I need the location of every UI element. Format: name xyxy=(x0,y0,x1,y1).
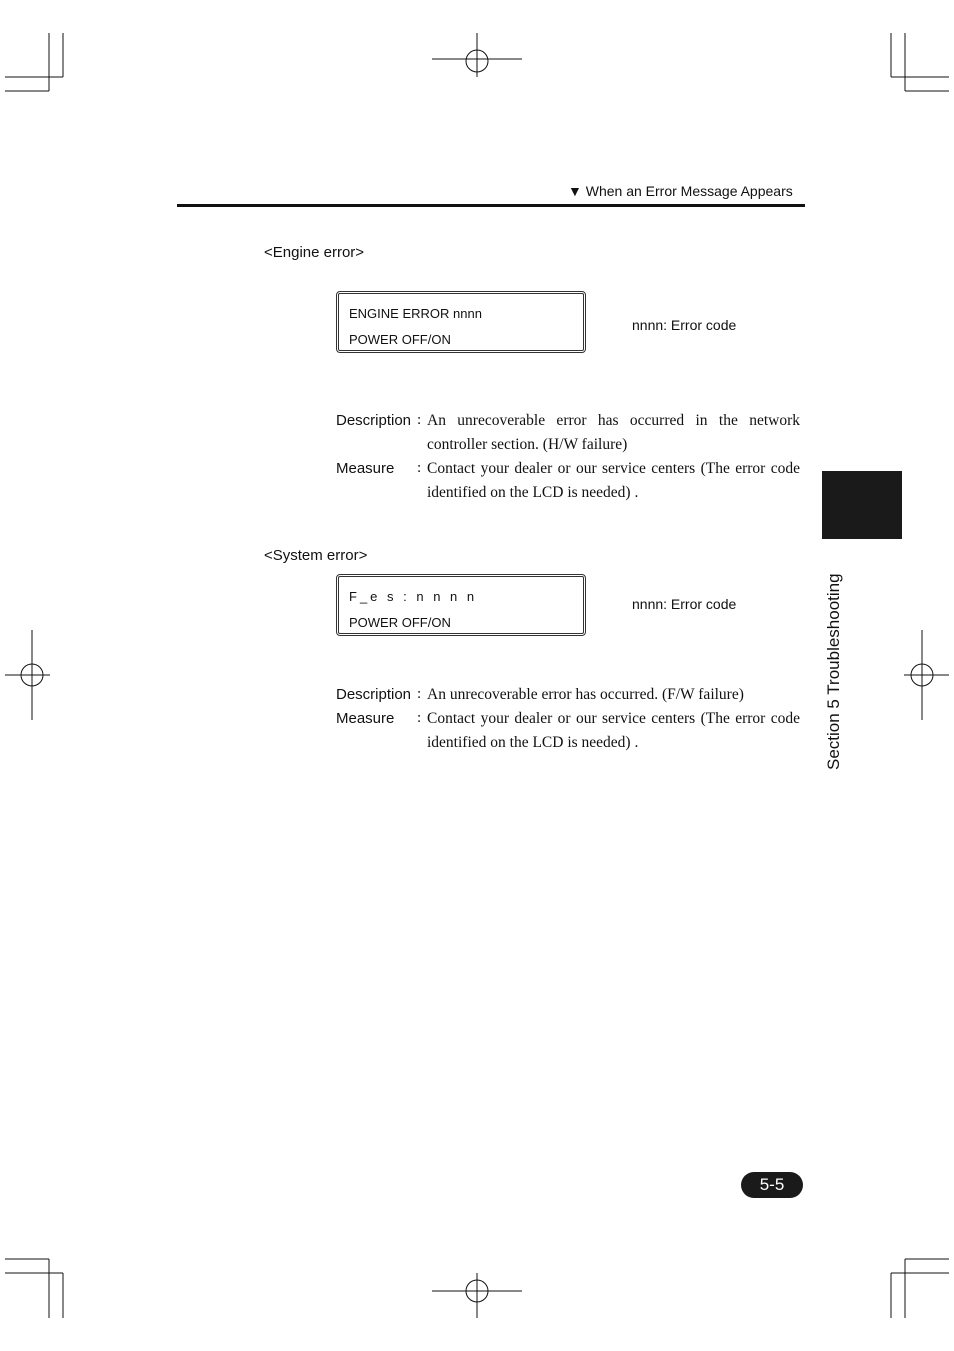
engine-error-heading: <Engine error> xyxy=(264,244,365,261)
colon: : xyxy=(417,460,422,476)
page-number: 5-5 xyxy=(741,1172,803,1198)
engine-error-lcd-display xyxy=(336,291,586,353)
header-rule xyxy=(177,204,805,207)
system-error-lcd-display xyxy=(336,574,586,636)
running-title: When an Error Message Appears xyxy=(585,183,793,199)
triangle-marker-icon: ▼ xyxy=(568,183,582,199)
lcd-line-1: F_e s : n n n n xyxy=(349,589,478,604)
lcd-line-2: POWER OFF/ON xyxy=(349,332,451,347)
system-measure-label: Measure xyxy=(336,710,395,727)
system-measure-text: Contact your dealer or our service centers (The error code identified on the LCD is needed) . xyxy=(427,710,800,751)
engine-measure-text: Contact your dealer or our service centers (The error code identified on the LCD is needed) . xyxy=(427,460,800,501)
lcd-line-2: POWER OFF/ON xyxy=(349,615,451,630)
lcd-line-1: ENGINE ERROR nnnn xyxy=(349,306,482,321)
system-error-code-note: nnnn: Error code xyxy=(632,596,737,612)
section-title-vertical: Section 5 Troubleshooting xyxy=(824,573,843,770)
colon: : xyxy=(417,686,422,702)
system-error-heading: <System error> xyxy=(264,547,368,564)
engine-description-label: Description xyxy=(336,412,412,429)
system-description-text: An unrecoverable error has occurred. (F/W failure) xyxy=(427,686,744,703)
system-description-label: Description xyxy=(336,686,412,703)
colon: : xyxy=(417,412,422,428)
section-tab-block xyxy=(822,471,902,539)
engine-measure-label: Measure xyxy=(336,460,395,477)
engine-description-text: An unrecoverable error has occurred in the network controller section. (H/W failure) xyxy=(427,412,800,453)
running-header xyxy=(568,183,793,199)
engine-error-code-note: nnnn: Error code xyxy=(632,317,737,333)
colon: : xyxy=(417,710,422,726)
